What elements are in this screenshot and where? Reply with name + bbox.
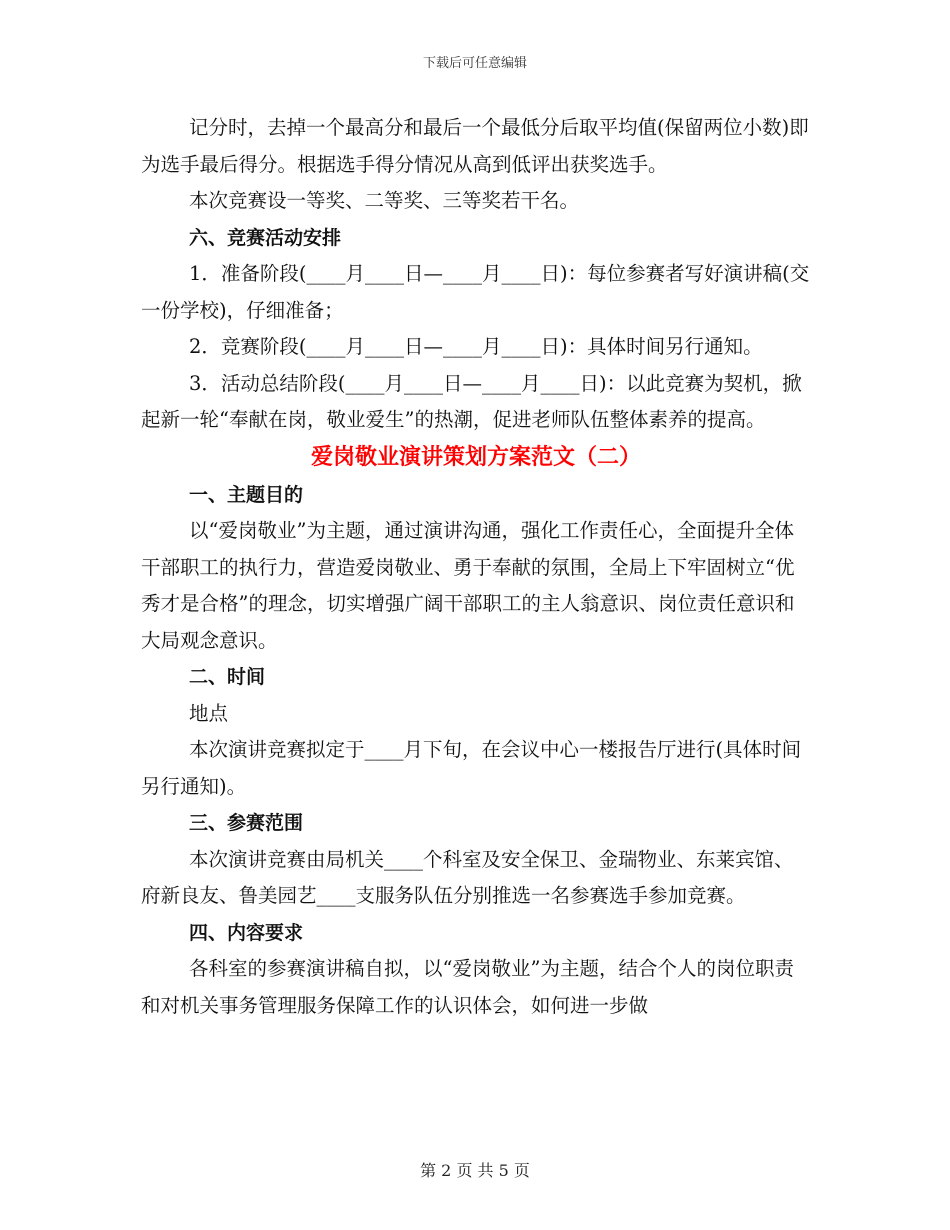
- section-4-body: 各科室的参赛演讲稿自拟，以“爱岗敬业”为主题，结合个人的岗位职责和对机关事务管理服务保障工作的认识体会，如何进一步做: [141, 957, 794, 1017]
- section-6-heading: 六、竞赛活动安排: [189, 226, 342, 249]
- section-2-heading: 二、时间: [189, 666, 266, 688]
- section-4-heading: 四、内容要求: [189, 921, 304, 944]
- document-body: [141, 110, 811, 1024]
- stage-1-paragraph: 1．准备阶段(____月____日—____月____日)：每位参赛者写好演讲稿(交一份学校)，仔细准备；: [141, 262, 810, 322]
- stage-3-paragraph: 3．活动总结阶段(____月____日—____月____日)：以此竞赛为契机，掀起新一轮“奉献在岗，敬业爱生”的热潮，促进老师队伍整体素养的提高。: [141, 371, 802, 431]
- awards-paragraph: 本次竞赛设一等奖、二等奖、三等奖若干名。: [189, 189, 580, 212]
- section-3-body: 本次演讲竞赛由局机关____个科室及安全保卫、金瑞物业、东莱宾馆、府新良友、鲁美园艺____支服务队伍分别推选一名参赛选手参加竞赛。: [141, 847, 794, 907]
- page-number: 第 2 页 共 5 页: [420, 1161, 530, 1180]
- document-title: 爱岗敬业演讲策划方案范文（二）: [310, 444, 641, 470]
- page-header-note: 下载后可任意编辑: [422, 56, 527, 71]
- section-1-heading: 一、主题目的: [189, 483, 304, 506]
- section-3-heading: 三、参赛范围: [189, 812, 304, 834]
- section-2-place: 地点: [189, 701, 229, 725]
- scoring-paragraph: 记分时，去掉一个最高分和最后一个最低分后取平均值(保留两位小数)即为选手最后得分。根据选手得分情况从高到低评出获奖选手。: [141, 116, 809, 176]
- section-1-body: 以“爱岗敬业”为主题，通过演讲沟通，强化工作责任心，全面提升全体干部职工的执行力，营造爱岗敬业、勇于奉献的氛围，全局上下牢固树立“优秀才是合格”的理念，切实增强广阔干部职工的主人翁意识、岗位责任意识和大局观念意识。: [141, 519, 795, 652]
- section-2-body: 本次演讲竞赛拟定于____月下旬，在会议中心一楼报告厅进行(具体时间另行通知)。: [141, 738, 802, 798]
- stage-2-paragraph: 2．竞赛阶段(____月____日—____月____日)：具体时间另行通知。: [189, 335, 763, 358]
